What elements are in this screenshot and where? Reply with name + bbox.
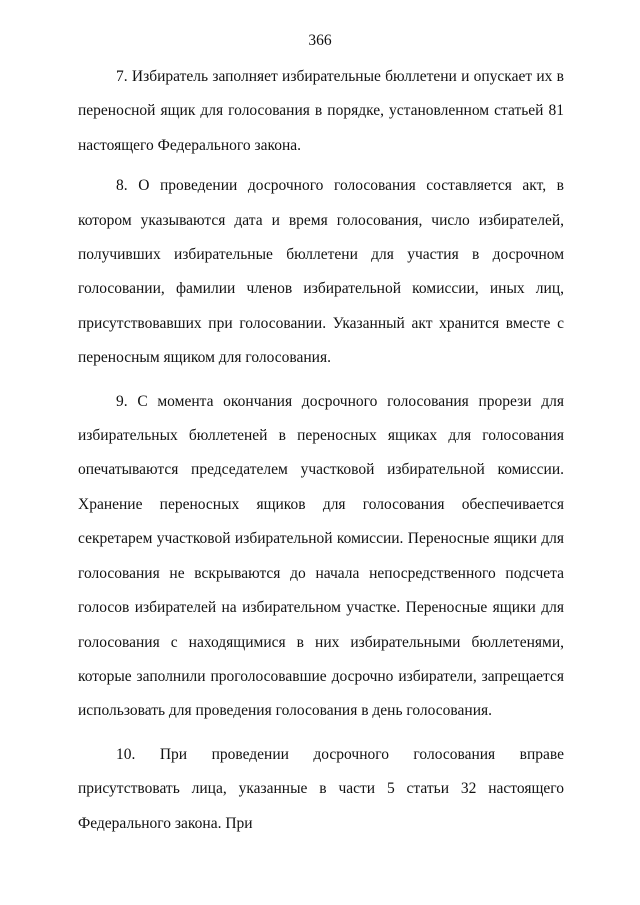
paragraph-8: 8. О проведении досрочного голосования составляется акт, в котором указываются дата и время голосования, число избирателей, получивших избирательные бюллетени для участия в досрочном голосовании, фамилии членов избирательной комиссии, иных лиц, присутствовавших при голосовании. Указанный акт хранится вместе с переносным ящиком для голосования. <box>78 177 564 367</box>
page-number: 366 <box>308 32 332 49</box>
paragraph-10: 10. При проведении досрочного голосования вправе присутствовать лица, указанные в части 5 статьи 32 настоящего Федерального закона. При <box>78 745 564 832</box>
document-body <box>78 60 564 841</box>
paragraph-9: 9. С момента окончания досрочного голосования прорези для избирательных бюллетеней в переносных ящиках для голосования опечатываются председателем участковой избирательной комиссии. Хранение переносных ящиков для голосования обеспечивается секретарем участковой избирательной комиссии. Переносные ящики для голосования не вскрываются до начала непосредственного подсчета голосов избирателей на избирательном участке. Переносные ящики для голосования с находящимися в них избирательными бюллетенями, которые заполнили проголосовавшие досрочно избиратели, запрещается использовать для проведения голосования в день голосования. <box>78 392 564 720</box>
paragraph-7: 7. Избиратель заполняет избирательные бюллетени и опускает их в переносной ящик для голосования в порядке, установленном статьей 81 настоящего Федерального закона. <box>78 68 564 154</box>
